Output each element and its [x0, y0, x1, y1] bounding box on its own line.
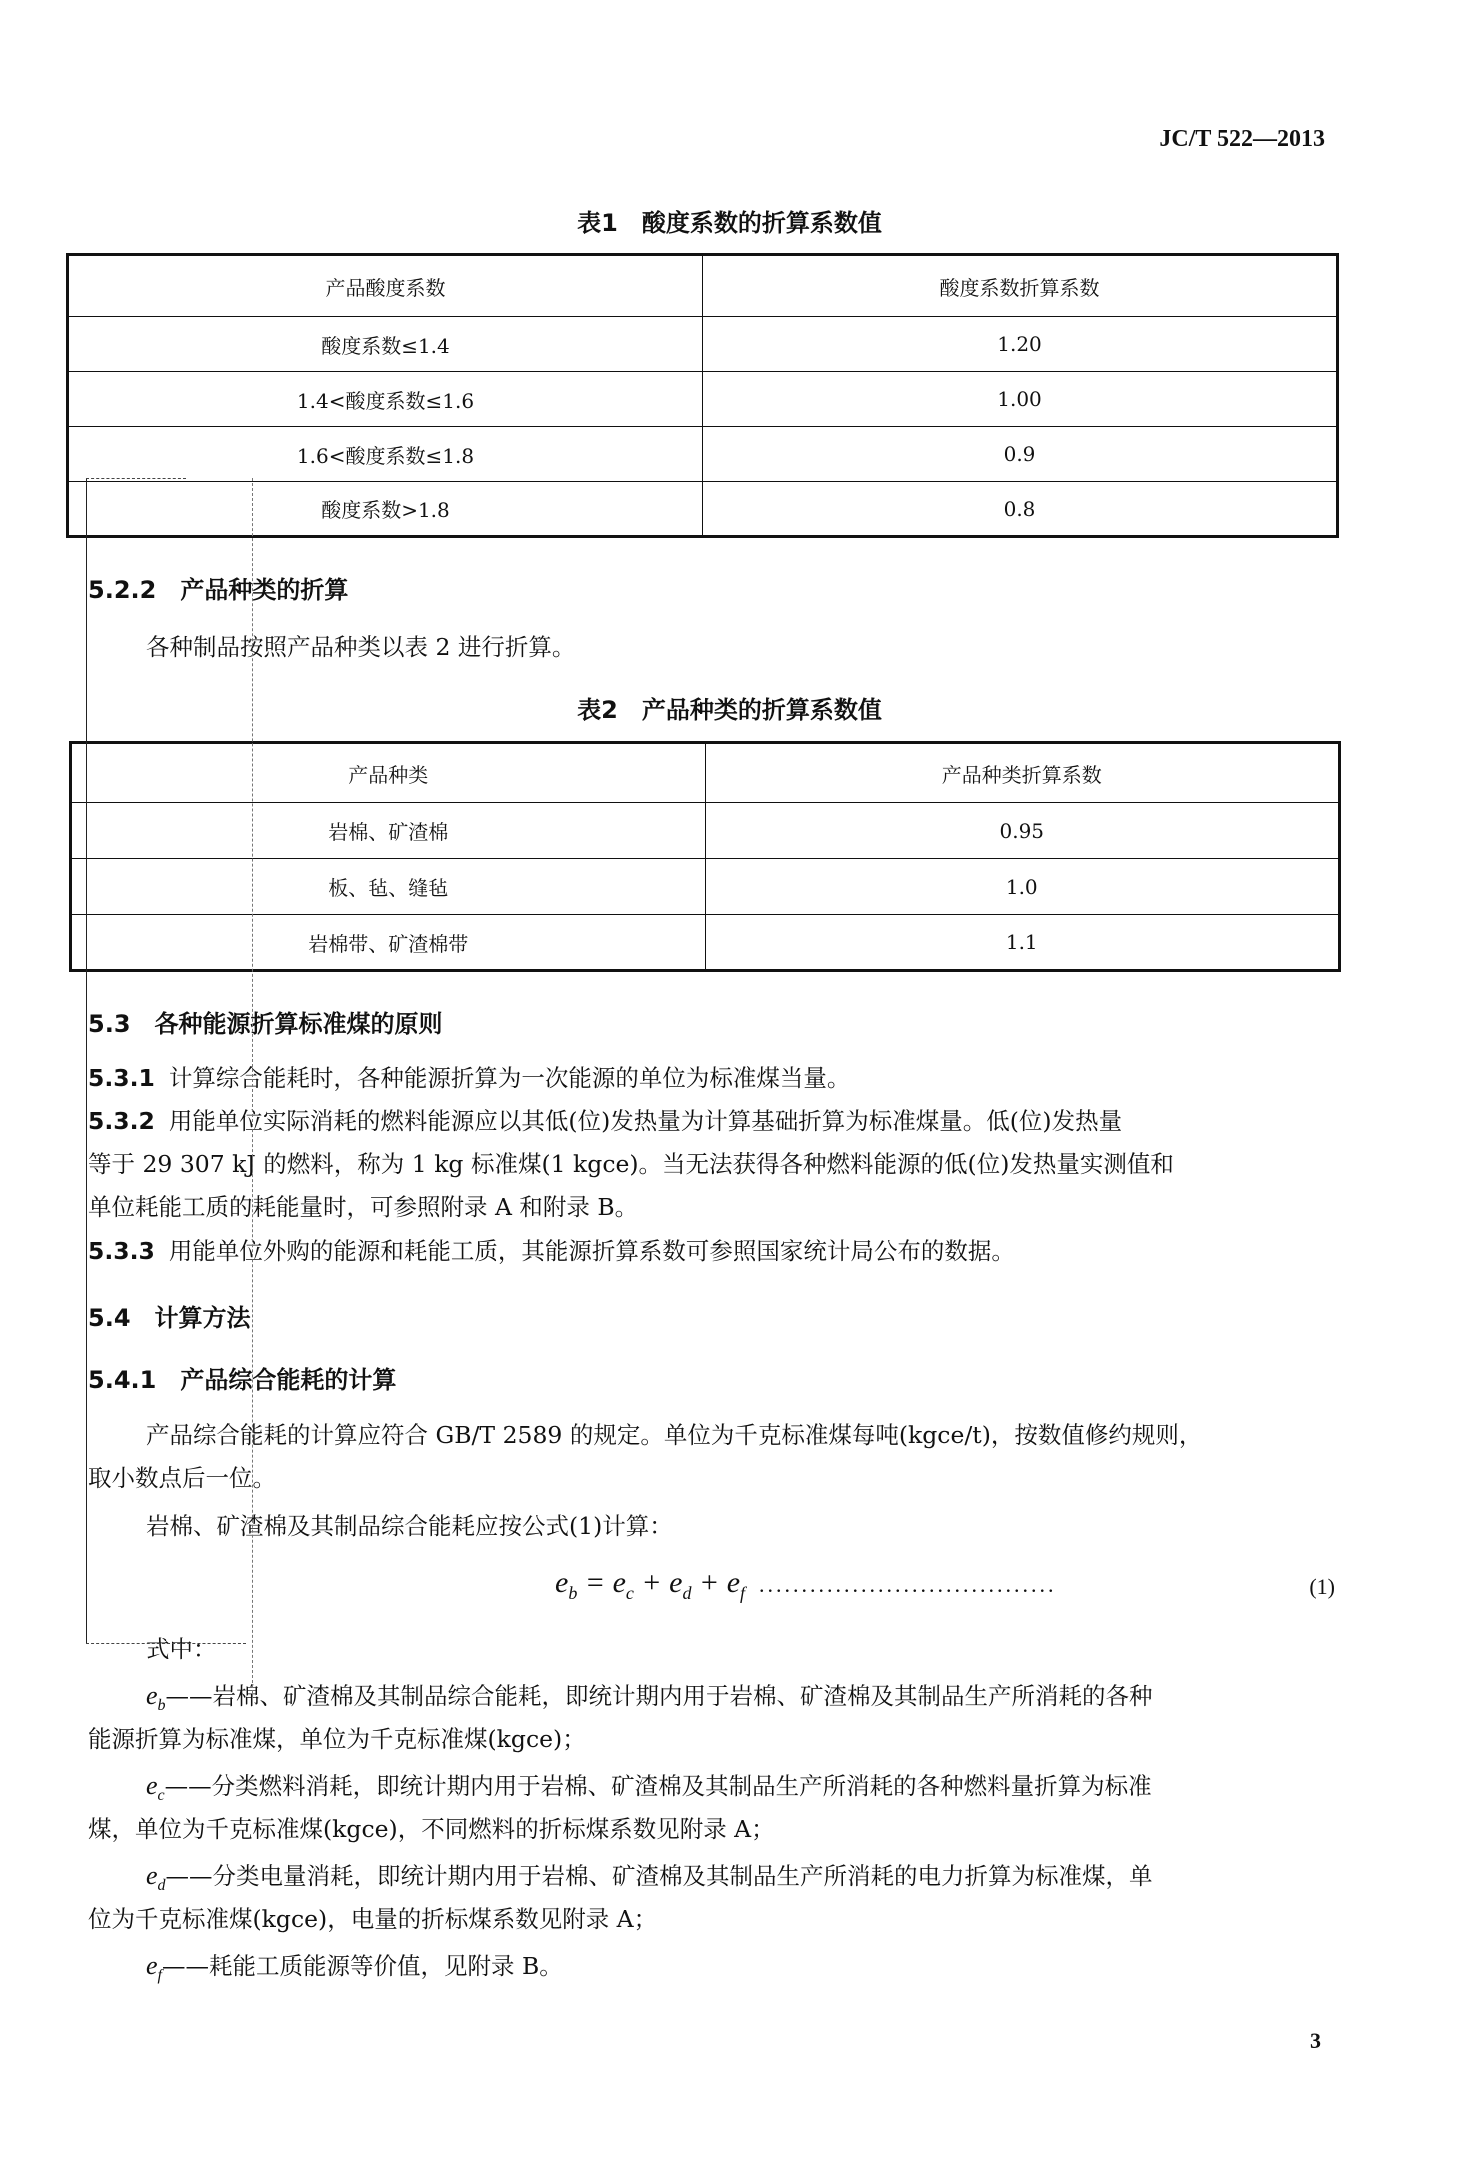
table-row	[68, 372, 1338, 427]
paragraph-line: 取小数点后一位。	[88, 1464, 276, 1492]
clause-text: 计算综合能耗时，各种能源折算为一次能源的单位为标准煤当量。	[168, 1064, 851, 1092]
formula-expression: $e_b = e_c + e_d + e_f$	[555, 1566, 746, 1603]
table-header-cell: 产品酸度系数	[68, 255, 703, 317]
table-cell: 1.20	[703, 317, 1338, 372]
paragraph: 各种制品按照产品种类以表 2 进行折算。	[146, 633, 576, 661]
table-cell: 1.4<酸度系数≤1.6	[68, 372, 703, 427]
where-label: 式中：	[146, 1635, 217, 1663]
paragraph-line: 产品综合能耗的计算应符合 GB/T 2589 的规定。单位为千克标准煤每吨(kgce/t)，按数值修约规则，	[146, 1421, 1203, 1449]
table-cell: 1.0	[705, 859, 1340, 915]
paragraph: 岩棉、矿渣棉及其制品综合能耗应按公式(1)计算：	[146, 1512, 673, 1540]
scan-artifact-line	[86, 478, 186, 479]
table1-title: 表1 酸度系数的折算系数值	[577, 209, 882, 237]
definition-text: ——岩棉、矿渣棉及其制品综合能耗，即统计期内用于岩棉、矿渣棉及其制品生产所消耗的各种	[165, 1682, 1153, 1710]
table-cell: 板、毡、缝毡	[71, 859, 706, 915]
definition-continuation: 能源折算为标准煤，单位为千克标准煤(kgce)；	[88, 1725, 586, 1753]
definition-text: ——分类燃料消耗，即统计期内用于岩棉、矿渣棉及其制品生产所消耗的各种燃料量折算为标准	[164, 1772, 1152, 1800]
paragraph-5-3-2	[88, 1100, 1338, 1142]
clause-number: 5.3.2	[88, 1107, 155, 1135]
definition-continuation: 位为千克标准煤(kgce)，电量的折标煤系数见附录 A；	[88, 1905, 658, 1933]
paragraph-5-3-1	[88, 1057, 1338, 1099]
clause-text: 用能单位外购的能源和耗能工质，其能源折算系数可参照国家统计局公布的数据。	[168, 1237, 1015, 1265]
scan-fold-line	[252, 478, 253, 1698]
symbol: $e_b$	[146, 1681, 166, 1715]
definition-continuation: 煤，单位为千克标准煤(kgce)，不同燃料的折标煤系数见附录 A；	[88, 1815, 775, 1843]
table-header-row	[71, 743, 1340, 803]
section-heading-5-2-2: 5.2.2 产品种类的折算	[88, 576, 349, 604]
table2-title: 表2 产品种类的折算系数值	[577, 696, 882, 724]
symbol-definition-ef	[88, 1945, 1338, 1997]
table2	[69, 741, 1341, 972]
clause-text: 用能单位实际消耗的燃料能源应以其低(位)发热量为计算基础折算为标准煤量。低(位)发热量	[168, 1107, 1123, 1135]
table1	[66, 253, 1339, 538]
table-row	[71, 915, 1340, 971]
table-cell: 酸度系数>1.8	[68, 482, 703, 537]
table-cell: 酸度系数≤1.4	[68, 317, 703, 372]
definition-text: ——分类电量消耗，即统计期内用于岩棉、矿渣棉及其制品生产所消耗的电力折算为标准煤，单	[165, 1862, 1153, 1890]
section-heading-5-4: 5.4 计算方法	[88, 1304, 251, 1332]
table-cell: 1.00	[703, 372, 1338, 427]
table-row	[71, 859, 1340, 915]
page-number: 3	[1310, 2028, 1321, 2053]
formula-1	[555, 1566, 1335, 1604]
table-row	[68, 427, 1338, 482]
table-cell: 0.9	[703, 427, 1338, 482]
formula-leader-dots: ...................................	[759, 1572, 1057, 1597]
section-heading-5-4-1: 5.4.1 产品综合能耗的计算	[88, 1366, 397, 1394]
table-header-cell: 产品种类	[71, 743, 706, 803]
scan-margin-line	[86, 478, 87, 1643]
clause-number: 5.3.3	[88, 1237, 155, 1265]
clause-number: 5.3.1	[88, 1064, 155, 1092]
table-header-cell: 酸度系数折算系数	[703, 255, 1338, 317]
table-cell: 0.8	[703, 482, 1338, 537]
table-header-row	[68, 255, 1338, 317]
table-row	[68, 317, 1338, 372]
definition-text: ——耗能工质能源等价值，见附录 B。	[162, 1952, 563, 1980]
symbol: $e_f$	[146, 1951, 162, 1985]
symbol: $e_c$	[146, 1771, 165, 1805]
table-row	[71, 803, 1340, 859]
formula-number: (1)	[1309, 1574, 1335, 1599]
table-cell: 0.95	[705, 803, 1340, 859]
standard-code: JC/T 522—2013	[1159, 126, 1325, 152]
paragraph-line: 单位耗能工质的耗能量时，可参照附录 A 和附录 B。	[88, 1193, 639, 1221]
table-header-cell: 产品种类折算系数	[705, 743, 1340, 803]
table-cell: 1.1	[705, 915, 1340, 971]
table-cell: 1.6<酸度系数≤1.8	[68, 427, 703, 482]
table-cell: 岩棉、矿渣棉	[71, 803, 706, 859]
scan-artifact-line	[86, 1643, 246, 1644]
paragraph-line: 等于 29 307 kJ 的燃料，称为 1 kg 标准煤(1 kgce)。当无法获得各种燃料能源的低(位)发热量实测值和	[88, 1150, 1174, 1178]
section-heading-5-3: 5.3 各种能源折算标准煤的原则	[88, 1010, 443, 1038]
table-cell: 岩棉带、矿渣棉带	[71, 915, 706, 971]
symbol: $e_d$	[146, 1861, 166, 1895]
paragraph-5-3-3	[88, 1230, 1338, 1272]
table-row	[68, 482, 1338, 537]
